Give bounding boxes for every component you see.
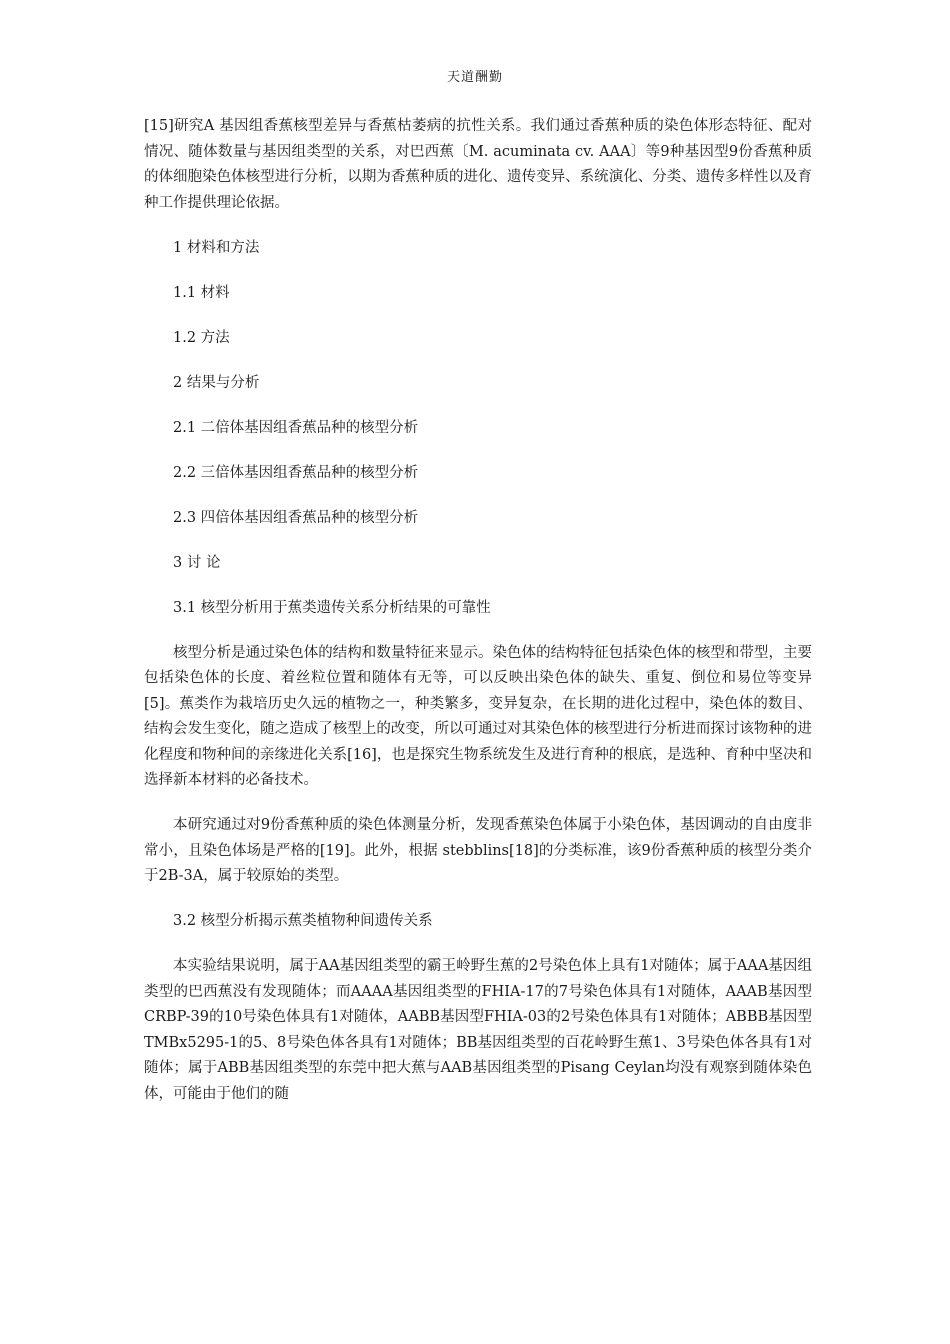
paragraph-3-2: 本实验结果说明，属于AA基因组类型的霸王岭野生蕉的2号染色体上具有1对随体；属于AAA基因组类型的巴西蕉没有发现随体；而AAAA基因组类型的FHIA-17的7号染色体具有1对随体，AAAB基因型CRBP-39的10号染色体具有1对随体，AABB基因型FHIA-03的2号染色体具有1对随体；ABBB基因型TMBx5295-1的5、8号染色体各具有1对随体；BB基因组类型的百花岭野生蕉1、3号染色体各具有1对随体；属于ABB基因组类型的东莞中把大蕉与AAB基因组类型的Pisang Ceylan均没有观察到随体染色体，可能由于他们的随 (144, 958, 812, 1102)
intro-paragraph: [15]研究A 基因组香蕉核型差异与香蕉枯萎病的抗性关系。我们通过香蕉种质的染色体形态特征、配对情况、随体数量与基因组类型的关系，对巴西蕉〔M. acuminata cv. AAA〕等9种基因型9份香蕉种质的体细胞染色体核型进行分析，以期为香蕉种质的进化、遗传变异、系统演化、分类、遗传多样性以及育种工作提供理论依据。 (144, 118, 812, 211)
section-heading-3: 3 讨 论 (173, 554, 221, 571)
subsection-heading-1-1: 1.1 材料 (173, 284, 230, 301)
subsection-heading-1-2: 1.2 方法 (173, 329, 230, 346)
subsection-heading-2-2: 2.2 三倍体基因组香蕉品种的核型分析 (173, 464, 419, 481)
section-heading-2: 2 结果与分析 (173, 374, 260, 391)
running-header: 天道酬勤 (446, 70, 503, 85)
body-text (144, 114, 812, 1127)
paragraph-3-1-b: 本研究通过对9份香蕉种质的染色体测量分析，发现香蕉染色体属于小染色体，基因调动的自由度非常小，且染色体场是严格的[19]。此外，根据 stebblins[18]的分类标准，该9份香蕉种质的核型分类介于2B-3A，属于较原始的类型。 (144, 817, 812, 884)
paragraph-3-1-a: 核型分析是通过染色体的结构和数量特征来显示。染色体的结构特征包括染色体的核型和带型，主要包括染色体的长度、着丝粒位置和随体有无等，可以反映出染色体的缺失、重复、倒位和易位等变异[5]。蕉类作为栽培历史久远的植物之一，种类繁多，变异复杂，在长期的进化过程中，染色体的数目、结构会发生变化，随之造成了核型上的改变，所以可通过对其染色体的核型进行分析进而探讨该物种的进化程度和物种间的亲缘进化关系[16]，也是探究生物系统发生及进行育种的根底，是选种、育种中坚决和选择新本材料的必备技术。 (144, 644, 812, 788)
subsection-heading-3-1: 3.1 核型分析用于蕉类遗传关系分析结果的可靠性 (173, 599, 491, 616)
subsection-heading-2-3: 2.3 四倍体基因组香蕉品种的核型分析 (173, 509, 419, 526)
subsection-heading-3-2: 3.2 核型分析揭示蕉类植物种间遗传关系 (173, 913, 433, 929)
section-heading-1: 1 材料和方法 (173, 239, 260, 256)
subsection-heading-2-1: 2.1 二倍体基因组香蕉品种的核型分析 (173, 419, 419, 436)
